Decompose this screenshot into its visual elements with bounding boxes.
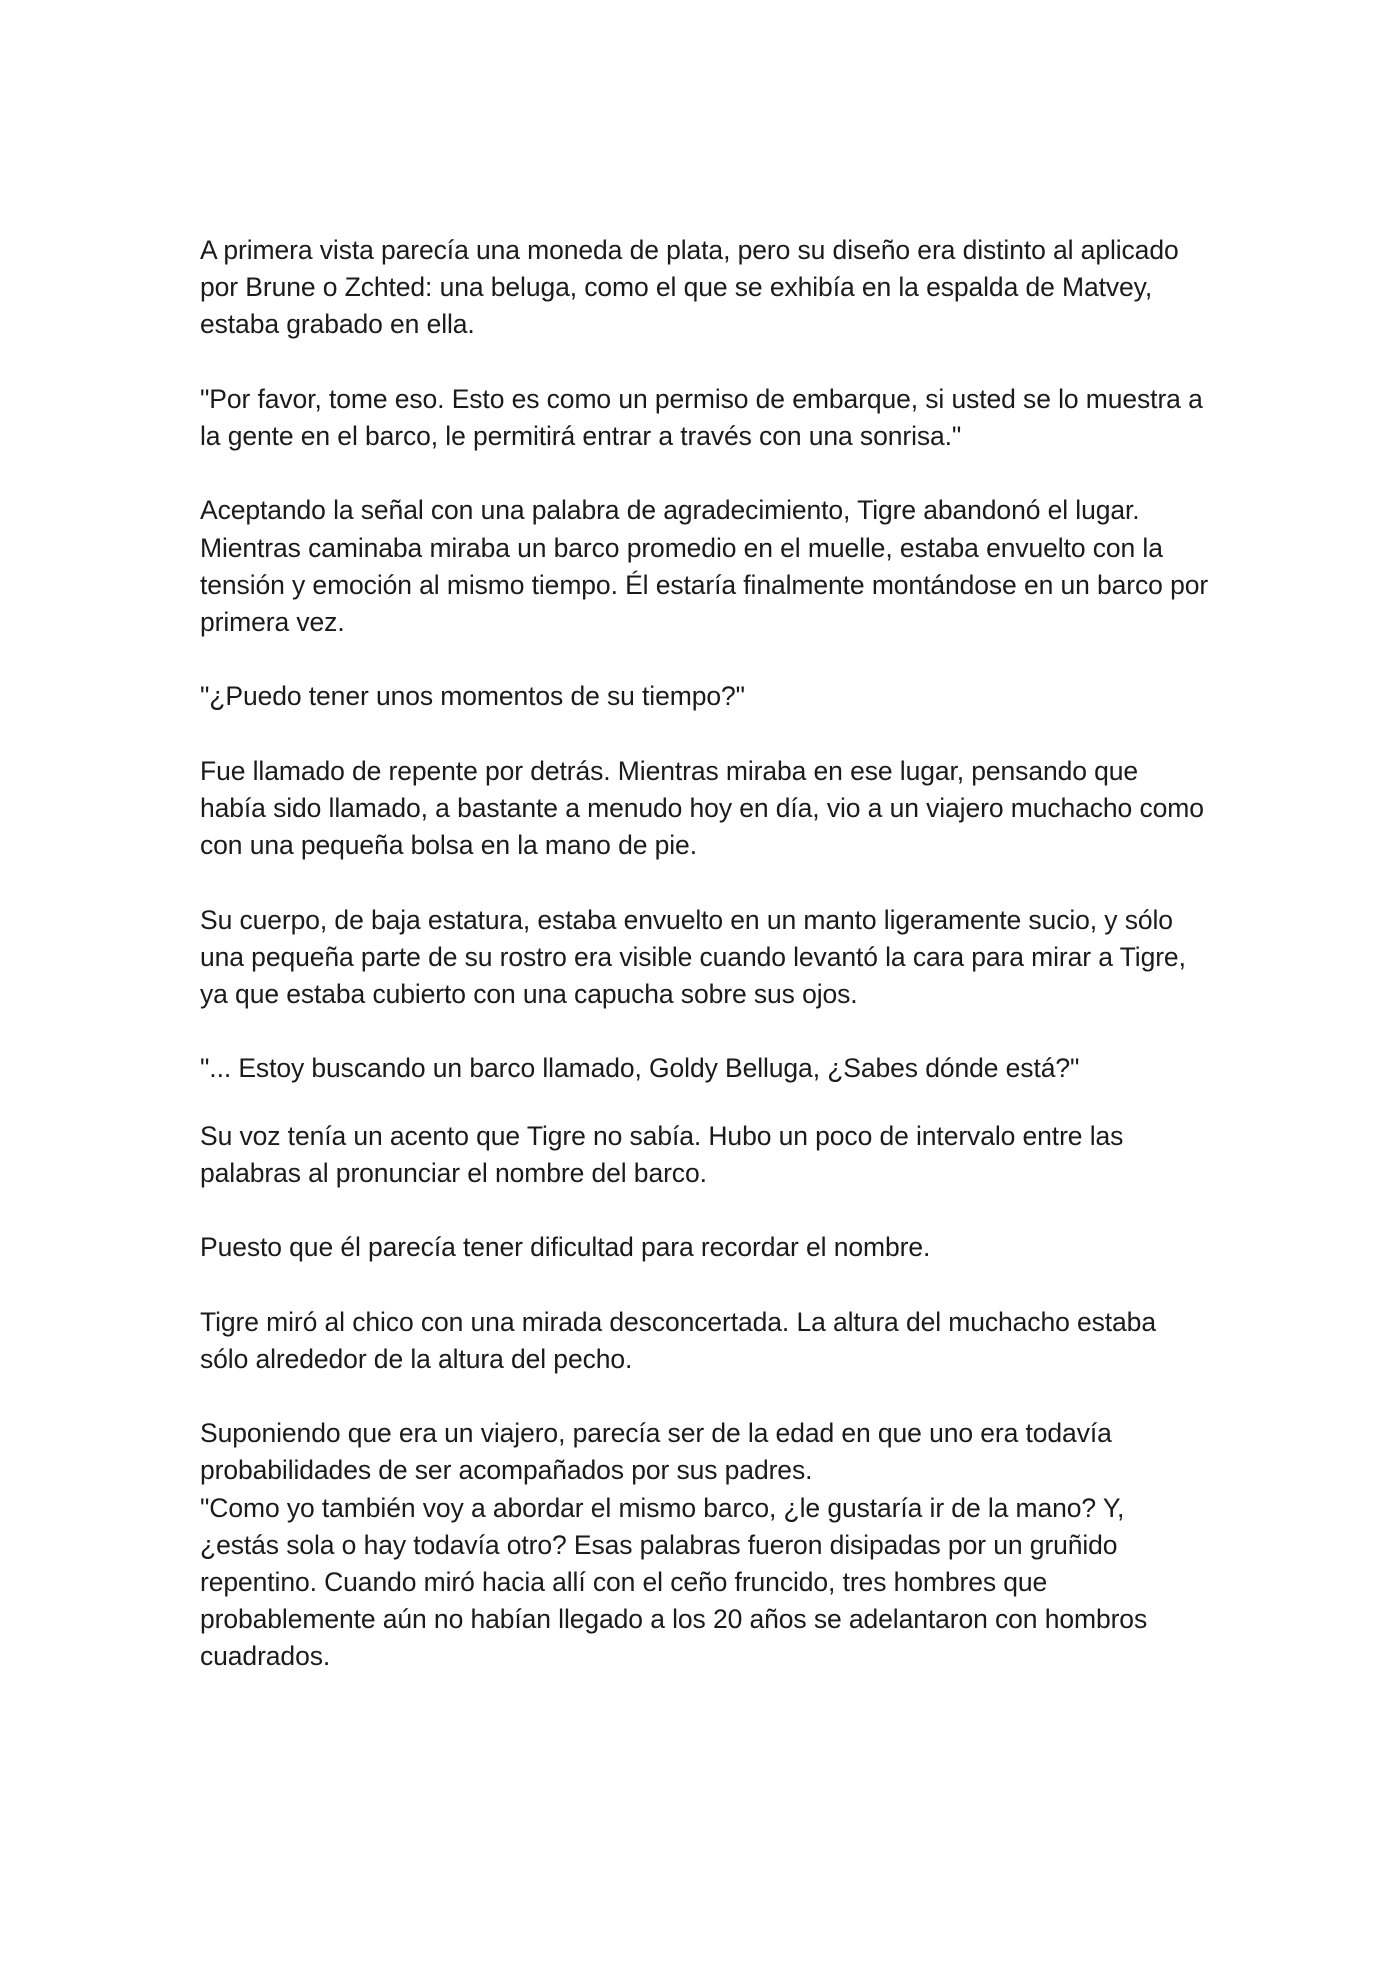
- paragraph: A primera vista parecía una moneda de plata, pero su diseño era distinto al aplicado por Brune o Zchted: una beluga, como el que se exhibía en la espalda de Matvey, estaba grabado en ella.: [200, 235, 1179, 340]
- paragraph: "... Estoy buscando un barco llamado, Goldy Belluga, ¿Sabes dónde está?": [200, 1053, 1080, 1084]
- paragraph: Tigre miró al chico con una mirada desconcertada. La altura del muchacho estaba sólo alrededor de la altura del pecho.: [200, 1306, 1156, 1374]
- paragraph: Suponiendo que era un viajero, parecía ser de la edad en que uno era todavía probabilidades de ser acompañados por sus padres.: [200, 1418, 1112, 1486]
- paragraph: Aceptando la señal con una palabra de agradecimiento, Tigre abandonó el lugar. Mientras caminaba miraba un barco promedio en el muelle, estaba envuelto con la tensión y emoción al mismo tiempo. Él estaría finalmente montándose en un barco por primera vez.: [200, 495, 1209, 637]
- paragraph: Su voz tenía un acento que Tigre no sabía. Hubo un poco de intervalo entre las palabras al pronunciar el nombre del barco.: [200, 1120, 1124, 1188]
- paragraph: Su cuerpo, de baja estatura, estaba envuelto en un manto ligeramente sucio, y sólo una pequeña parte de su rostro era visible cuando levantó la cara para mirar a Tigre, ya que estaba cubierto con una capucha sobre sus ojos.: [200, 904, 1186, 1009]
- paragraph: Fue llamado de repente por detrás. Mientras miraba en ese lugar, pensando que había sido llamado, a bastante a menudo hoy en día, vio a un viajero muchacho como con una pequeña bolsa en la mano de pie.: [200, 755, 1204, 861]
- paragraph: Puesto que él parecía tener dificultad para recordar el nombre.: [200, 1232, 931, 1263]
- document-body: [200, 232, 1210, 1676]
- paragraph: "¿Puedo tener unos momentos de su tiempo?": [200, 681, 745, 712]
- paragraph: "Por favor, tome eso. Esto es como un permiso de embarque, si usted se lo muestra a la gente en el barco, le permitirá entrar a través con una sonrisa.": [200, 383, 1203, 451]
- paragraph: "Como yo también voy a abordar el mismo barco, ¿le gustaría ir de la mano? Y, ¿estás sola o hay todavía otro? Esas palabras fueron disipadas por un gruñido repentino. Cuando miró hacia allí con el ceño fruncido, tres hombres que probablemente aún no habían llegado a los 20 años se adelantaron con hombros cuadrados.: [200, 1492, 1148, 1672]
